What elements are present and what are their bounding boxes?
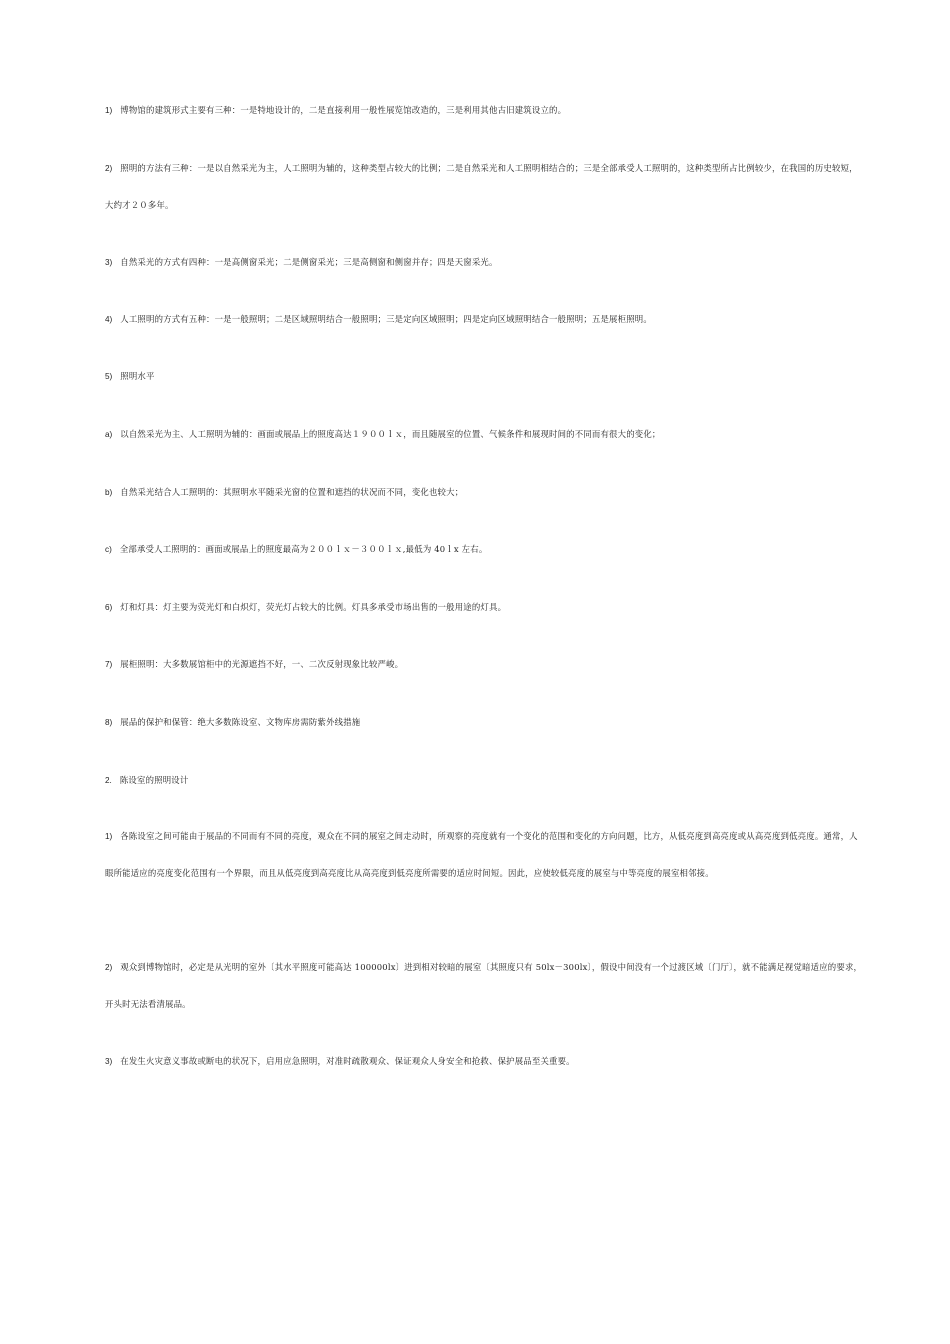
paragraph-text: 在发生火灾意义事故或断电的状况下，启用应急照明，对准时疏散观众、保证观众人身安全和抢救、保护展品至关重要。 bbox=[120, 1056, 575, 1066]
list-number: 2) bbox=[105, 164, 113, 173]
paragraph-c bbox=[105, 531, 865, 568]
paragraph-text: 自然采光的方式有四种：一是高侧窗采光；二是侧窗采光；三是高侧窗和侧窗并存；四是天窗采光。 bbox=[120, 257, 498, 267]
paragraph-text: 以自然采光为主、人工照明为辅的：画面或展品上的照度高达１９００ｌｘ，而且随展室的位置、气候条件和展现时间的不同而有很大的变化； bbox=[120, 429, 661, 439]
paragraph-2 bbox=[105, 150, 865, 224]
paragraph-text: 展柜照明：大多数展馆柜中的光源遮挡不好，一、二次反射现象比较严峻。 bbox=[120, 659, 404, 669]
paragraph-text: 博物馆的建筑形式主要有三种：一是特地设计的，二是直接利用一般性展览馆改造的，三是利用其他古旧建筑设立的。 bbox=[120, 105, 567, 115]
paragraph-text: 观众到博物馆时，必定是从光明的室外〔其水平照度可能高达 100000lx〕进到相对较暗的展室〔其照度只有 50lx－300lx〕，假设中间没有一个过渡区域〔门厅〕，就不能满足视觉暗适应的要求，开头时无法看清展品。 bbox=[105, 962, 863, 1009]
section-heading-text: 陈设室的照明设计 bbox=[119, 775, 189, 785]
list-number: 1) bbox=[105, 106, 113, 115]
section-heading-2 bbox=[105, 762, 865, 799]
list-number: a) bbox=[105, 430, 113, 439]
paragraph-3 bbox=[105, 244, 865, 281]
list-number: 7) bbox=[105, 660, 113, 669]
list-number: 1) bbox=[105, 832, 113, 841]
list-number: 6) bbox=[105, 603, 113, 612]
paragraph-text: 照明水平 bbox=[120, 371, 155, 381]
paragraph-4 bbox=[105, 301, 865, 338]
paragraph-8 bbox=[105, 704, 865, 741]
paragraph-text: 灯和灯具：灯主要为荧光灯和白炽灯，荧光灯占较大的比例。灯具多承受市场出售的一般用途的灯具。 bbox=[120, 602, 507, 612]
section-number: 2. bbox=[105, 776, 112, 785]
paragraph-s2-3 bbox=[105, 1043, 865, 1080]
paragraph-5 bbox=[105, 358, 865, 395]
paragraph-b bbox=[105, 474, 865, 511]
paragraph-s2-1 bbox=[105, 818, 865, 892]
paragraph-text: 全部承受人工照明的：画面或展品上的照度最高为２００ｌｘ－３００ｌｘ,最低为 40ｌx 左右。 bbox=[119, 544, 488, 554]
paragraph-s2-2 bbox=[105, 949, 865, 1023]
paragraph-6 bbox=[105, 589, 865, 626]
paragraph-7 bbox=[105, 646, 865, 683]
paragraph-1 bbox=[105, 92, 865, 129]
list-number: 2) bbox=[105, 963, 113, 972]
list-number: c) bbox=[105, 545, 112, 554]
list-number: 3) bbox=[105, 258, 113, 267]
list-number: 4) bbox=[105, 315, 113, 324]
paragraph-text: 照明的方法有三种：一是以自然采光为主，人工照明为辅的，这种类型占较大的比例；二是自然采光和人工照明相结合的；三是全部承受人工照明的，这种类型所占比例较少，在我国的历史较短，大约才２０多年。 bbox=[105, 163, 858, 210]
paragraph-text: 各陈设室之间可能由于展品的不同而有不同的亮度，观众在不同的展室之间走动时，所观察的亮度就有一个变化的范围和变化的方向问题，比方，从低亮度到高亮度或从高亮度到低亮度。通常，人眼所能适应的亮度变化范围有一个界限，而且从低亮度到高亮度比从高亮度到低亮度所需要的适应时间短。因此，应使较低亮度的展室与中等亮度的展室相邻接。 bbox=[105, 831, 858, 878]
paragraph-text: 展品的保护和保管：绝大多数陈设室、文物库房需防紫外线措施 bbox=[120, 717, 361, 727]
paragraph-text: 自然采光结合人工照明的：其照明水平随采光窗的位置和遮挡的状况而不同，变化也较大； bbox=[120, 487, 464, 497]
paragraph-text: 人工照明的方式有五种：一是一般照明；二是区域照明结合一般照明；三是定向区域照明；四是定向区域照明结合一般照明；五是展柜照明。 bbox=[120, 314, 652, 324]
list-number: b) bbox=[105, 488, 113, 497]
list-number: 5) bbox=[105, 372, 113, 381]
list-number: 8) bbox=[105, 718, 113, 727]
list-number: 3) bbox=[105, 1057, 113, 1066]
paragraph-a bbox=[105, 416, 865, 453]
